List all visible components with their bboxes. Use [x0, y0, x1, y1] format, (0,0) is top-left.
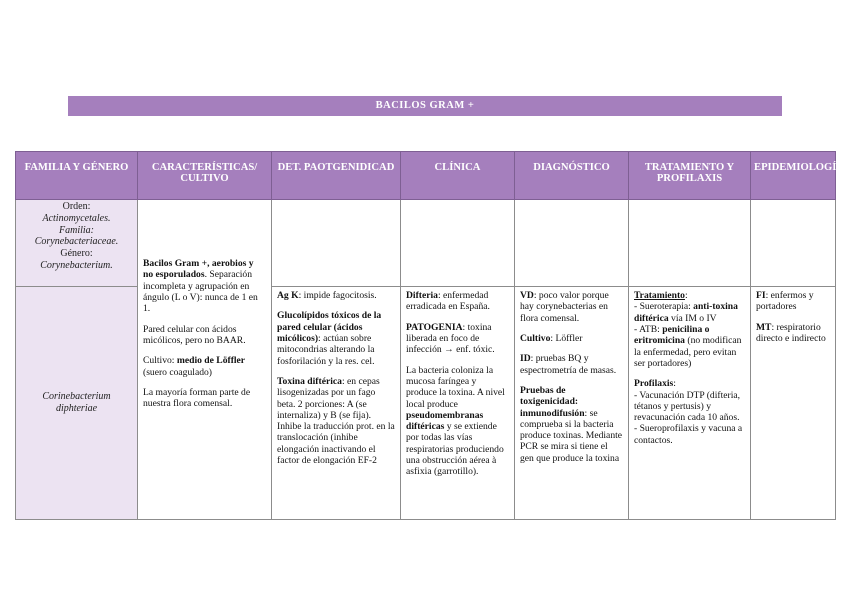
clinica-cell: [401, 287, 515, 520]
header-tratamiento: TRATAMIENTO Y PROFILAXIS: [629, 152, 751, 200]
diagnostico-p1: [520, 290, 623, 324]
caracteristicas-p1-bold: Bacilos Gram +, aerobios y no esporulados: [143, 258, 254, 281]
tratamiento-cell: [629, 287, 751, 520]
tratamiento-item-2-bold: penicilina o eritromicina: [634, 323, 710, 347]
clinica-p2-bold: PATOGENIA: [406, 321, 463, 333]
profilaxis-colon: :: [673, 378, 676, 390]
diagnostico-p2: [520, 333, 623, 344]
diagnostico-p4: [520, 385, 623, 464]
clinica-p1: [406, 290, 509, 313]
caracteristicas-p3-text: (suero coagulado): [143, 366, 212, 378]
header-clinica: CLÍNICA: [401, 152, 515, 200]
patogenicidad-p2: [277, 310, 395, 367]
patogenicidad-p1: [277, 290, 395, 301]
taxonomy-row: [16, 200, 836, 287]
epidemiologia-p2-text: : respiratorio directo e indirecto: [756, 321, 826, 344]
clinica-p2-text: : toxina liberada en foco de infección → enf. tóxic.: [406, 321, 495, 356]
clinica-p3-text: y se extiende por todas las vías respiratorias produciendo una obstrucción aérea à asfixia (garrotillo).: [406, 421, 504, 478]
profilaxis-heading: [634, 378, 676, 389]
clinica-p1-text: : enfermedad erradicada en España.: [406, 290, 490, 313]
profilaxis-item-1: - Vacunación DTP (difteria, tétanos y pertusis) y revacunación cada 10 años.: [634, 389, 741, 424]
genero-value: Corynebacterium.: [40, 259, 113, 271]
header-diagnostico: DIAGNÓSTICO: [515, 152, 629, 200]
caracteristicas-cell: [138, 200, 272, 520]
empty-cell-clinica: [401, 200, 515, 287]
empty-cell-diagnostico: [515, 200, 629, 287]
diagnostico-cell: [515, 287, 629, 520]
diagnostico-p3: [520, 353, 623, 376]
header-familia: FAMILIA Y GÉNERO: [16, 152, 138, 200]
empty-cell-patogenicidad: [272, 200, 401, 287]
tratamiento-label: Tratamiento: [634, 290, 685, 301]
header-caracteristicas: CARACTERÍSTICAS/ CULTIVO: [138, 152, 272, 200]
bacteria-table: [15, 151, 845, 520]
epidemiologia-p2: [756, 322, 830, 345]
tratamiento-item-2-text: (no modifican la enfermedad, pero evitan ser portadores): [634, 335, 742, 369]
orden-value: Actinomycetales.: [42, 212, 111, 224]
diagnostico-p4-bold: Pruebas de toxigenicidad: inmunodifusión: [520, 384, 585, 419]
patogenicidad-p1-text: : impide fagocitosis.: [298, 290, 377, 301]
genero-label: Género:: [60, 248, 93, 260]
caracteristicas-p3-bold: medio de Löffler: [176, 355, 246, 367]
epidemiologia-p2-bold: MT: [756, 321, 772, 333]
profilaxis-label: Profilaxis: [634, 378, 674, 390]
clinica-p1-bold: Difteria: [406, 290, 438, 301]
clinica-p3-pre: La bacteria coloniza la mucosa faríngea y produce la toxina. A nivel local produce: [406, 364, 505, 410]
patogenicidad-p1-bold: Ag K: [277, 290, 299, 301]
caracteristicas-p2: Pared celular con ácidos micólicos, pero no BAAR.: [143, 323, 246, 346]
tratamiento-item-1-pre: - Sueroterapia:: [634, 301, 694, 313]
tratamiento-block: [634, 290, 745, 369]
section-banner: BACILOS GRAM +: [68, 96, 782, 116]
epidemiologia-p1-text: : enfermos y portadores: [756, 290, 814, 313]
tratamiento-item-1-text: vía IM o IV: [668, 312, 717, 324]
caracteristicas-p1: [143, 258, 266, 315]
profilaxis-item-2: - Sueroprofilaxis y vacuna a contactos.: [634, 423, 743, 446]
tratamiento-item-2: [634, 324, 745, 369]
patogenicidad-p3-bold: Toxina diftérica: [277, 375, 342, 387]
header-row: [16, 152, 836, 200]
epidemiologia-p1-bold: FI: [756, 290, 766, 301]
tratamiento-heading: [634, 290, 688, 301]
species-name: Corinebacterium diphteriae: [16, 287, 138, 520]
patogenicidad-p2-bold: Glucolípidos tóxicos de la pared celular (ácidos micólicos): [277, 310, 382, 344]
empty-cell-epidemiologia: [751, 200, 836, 287]
caracteristicas-p1-text: . Separación incompleta y agrupación en ángulo (L o V): nunca de 1 en 1.: [143, 269, 258, 315]
patogenicidad-p2-text: : actúan sobre mitocondrias alterando la fosforilación y la res. cel.: [277, 332, 375, 367]
patogenicidad-p3-text: : en cepas lisogenizadas por un fago beta. 2 porciones: A (se internaliza) y B (se fija). Inhibe la traducción prot. en la translocación (inhibe elongación inactivando el factor de elongación EF-2: [277, 375, 395, 467]
patogenicidad-p3: [277, 376, 395, 467]
tratamiento-item-1: [634, 301, 745, 324]
familia-label: Familia:: [59, 224, 94, 236]
tratamiento-item-2-pre: - ATB:: [634, 323, 663, 335]
familia-value: Corynebacteriaceae.: [34, 236, 119, 248]
clinica-p2: [406, 322, 509, 356]
clinica-p3: [406, 365, 509, 478]
diagnostico-p1-text: : poco valor porque hay corynebacterias en flora comensal.: [520, 290, 609, 324]
clinica-p3-bold: pseudomembranas diftéricas: [406, 409, 484, 433]
header-epidemiologia: EPIDEMIOLOGÍA: [751, 152, 836, 200]
diagnostico-p3-bold: ID: [520, 353, 531, 365]
orden-label: Orden:: [62, 201, 91, 212]
caracteristicas-p4: La mayoría forman parte de nuestra flora comensal.: [143, 386, 251, 410]
caracteristicas-p3: [143, 355, 266, 378]
diagnostico-p2-text: : Löffler: [550, 332, 583, 344]
tratamiento-item-1-bold: anti-toxina diftérica: [634, 301, 738, 324]
diagnostico-p1-bold: VD: [520, 290, 534, 301]
profilaxis-block: [634, 378, 745, 446]
taxonomy-cell: [16, 200, 138, 287]
epidemiologia-cell: [751, 287, 836, 520]
tratamiento-colon: :: [684, 290, 688, 301]
patogenicidad-cell: [272, 287, 401, 520]
header-patogenicidad: DET. PAOTGENIDICAD: [272, 152, 401, 200]
diagnostico-p3-text: : pruebas BQ y espectrometría de masas.: [520, 353, 617, 376]
caracteristicas-p3-pre: Cultivo:: [143, 355, 177, 367]
empty-cell-tratamiento: [629, 200, 751, 287]
epidemiologia-p1: [756, 290, 830, 313]
diagnostico-p4-text: : se comprueba si la bacteria produce toxinas. Mediante PCR se mira si tiene el gen que produce la toxina: [520, 407, 623, 464]
diagnostico-p2-bold: Cultivo: [520, 332, 551, 344]
